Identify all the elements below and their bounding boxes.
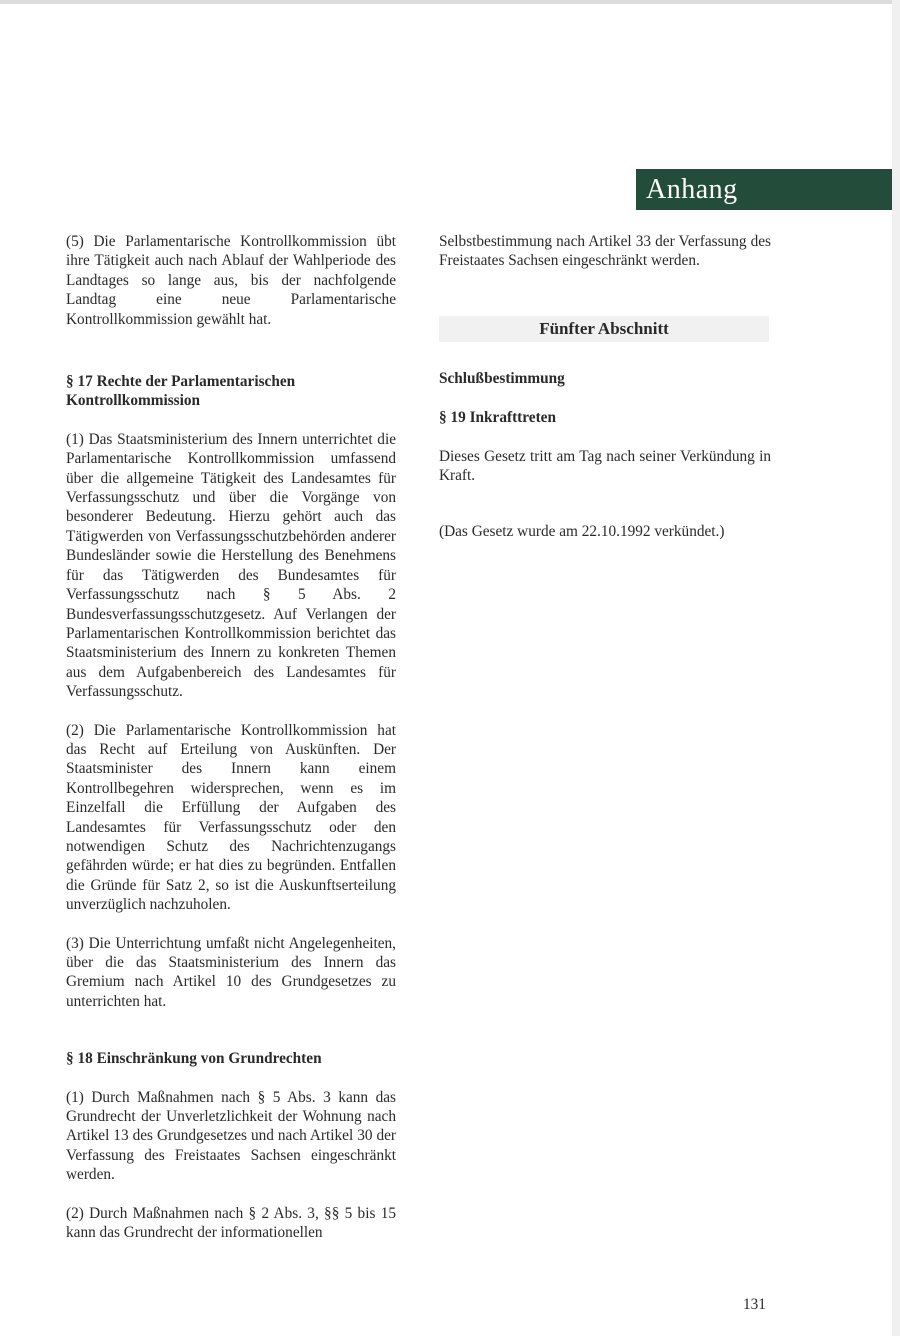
paragraph-s19: Dieses Gesetz tritt am Tag nach seiner Verkündung in Kraft.: [439, 447, 771, 485]
paragraph-s18-2: (2) Durch Maßnahmen nach § 2 Abs. 3, §§ 5 bis 15 kann das Grundrecht der informationellen: [66, 1204, 396, 1242]
promulgation-note: (Das Gesetz wurde am 22.10.1992 verkündet.): [439, 523, 725, 541]
section-19-heading: § 19 Inkrafttreten: [439, 409, 556, 427]
right-column: [439, 232, 771, 542]
left-column: [66, 232, 396, 1242]
page-right-edge: [892, 0, 900, 1336]
paragraph-s17-3: (3) Die Unterrichtung umfaßt nicht Angelegenheiten, über die das Staatsministerium des Innern das Gremium nach Artikel 10 des Grundgesetzes zu unterrichten hat.: [66, 934, 396, 1010]
page-top-edge: [0, 0, 900, 4]
section-17-heading: § 17 Rechte der Parlamentarischen Kontrollkommission: [66, 373, 296, 410]
paragraph-s17-2: (2) Die Parlamentarische Kontrollkommission hat das Recht auf Erteilung von Auskünften. Der Staatsminister des Innern kann einem Kontrollbegehren widersprechen, wenn es im Einzelfall die Erfüllung der Aufgaben des Landesamtes für Verfassungsschutz oder den notwendigen Schutz des Nachrichtenzugangs gefährden würde; er hat dies zu begründen. Entfallen die Gründe für Satz 2, so ist die Auskunftserteilung unverzüglich nachzuholen.: [66, 721, 396, 914]
paragraph-continuation: Selbstbestimmung nach Artikel 33 der Verfassung des Freistaates Sachsen eingeschränkt werden.: [439, 233, 771, 270]
section-title-box: Fünfter Abschnitt: [439, 316, 769, 342]
page-number: 131: [743, 1296, 766, 1313]
chapter-tab: Anhang: [636, 169, 892, 210]
paragraph-s18-1: (1) Durch Maßnahmen nach § 5 Abs. 3 kann das Grundrecht der Unverletzlichkeit der Wohnung nach Artikel 13 des Grundgesetzes und nach Artikel 30 der Verfassung des Freistaates Sachsen eingeschränkt werden.: [66, 1088, 396, 1184]
section-18-heading: § 18 Einschränkung von Grundrechten: [66, 1050, 322, 1068]
subsection-heading: Schlußbestimmung: [439, 369, 565, 387]
paragraph-s16-5: (5) Die Parlamentarische Kontrollkommission übt ihre Tätigkeit auch nach Ablauf der Wahlperiode des Landtages so lange aus, bis der nachfolgende Landtag eine neue Parlamentarische Kontrollkommission gewählt hat.: [66, 233, 396, 328]
paragraph-s17-1: (1) Das Staatsministerium des Innern unterrichtet die Parlamentarische Kontrollkommission umfassend über die allgemeine Tätigkeit des Landesamtes für Verfassungsschutz und über die Vorgänge von besonderer Bedeutung. Hierzu gehört auch das Tätigwerden von Verfassungsschutzbehörden anderer Bundesländer sowie die Herstellung des Benehmens für das Tätigwerden des Bundesamtes für Verfassungsschutz nach § 5 Abs. 2 Bundesverfassungsschutzgesetz. Auf Verlangen der Parlamentarischen Kontrollkommission berichtet das Staatsministerium des Innern zu konkreten Themen aus dem Aufgabenbereich des Landesamtes für Verfassungsschutz.: [66, 430, 396, 701]
